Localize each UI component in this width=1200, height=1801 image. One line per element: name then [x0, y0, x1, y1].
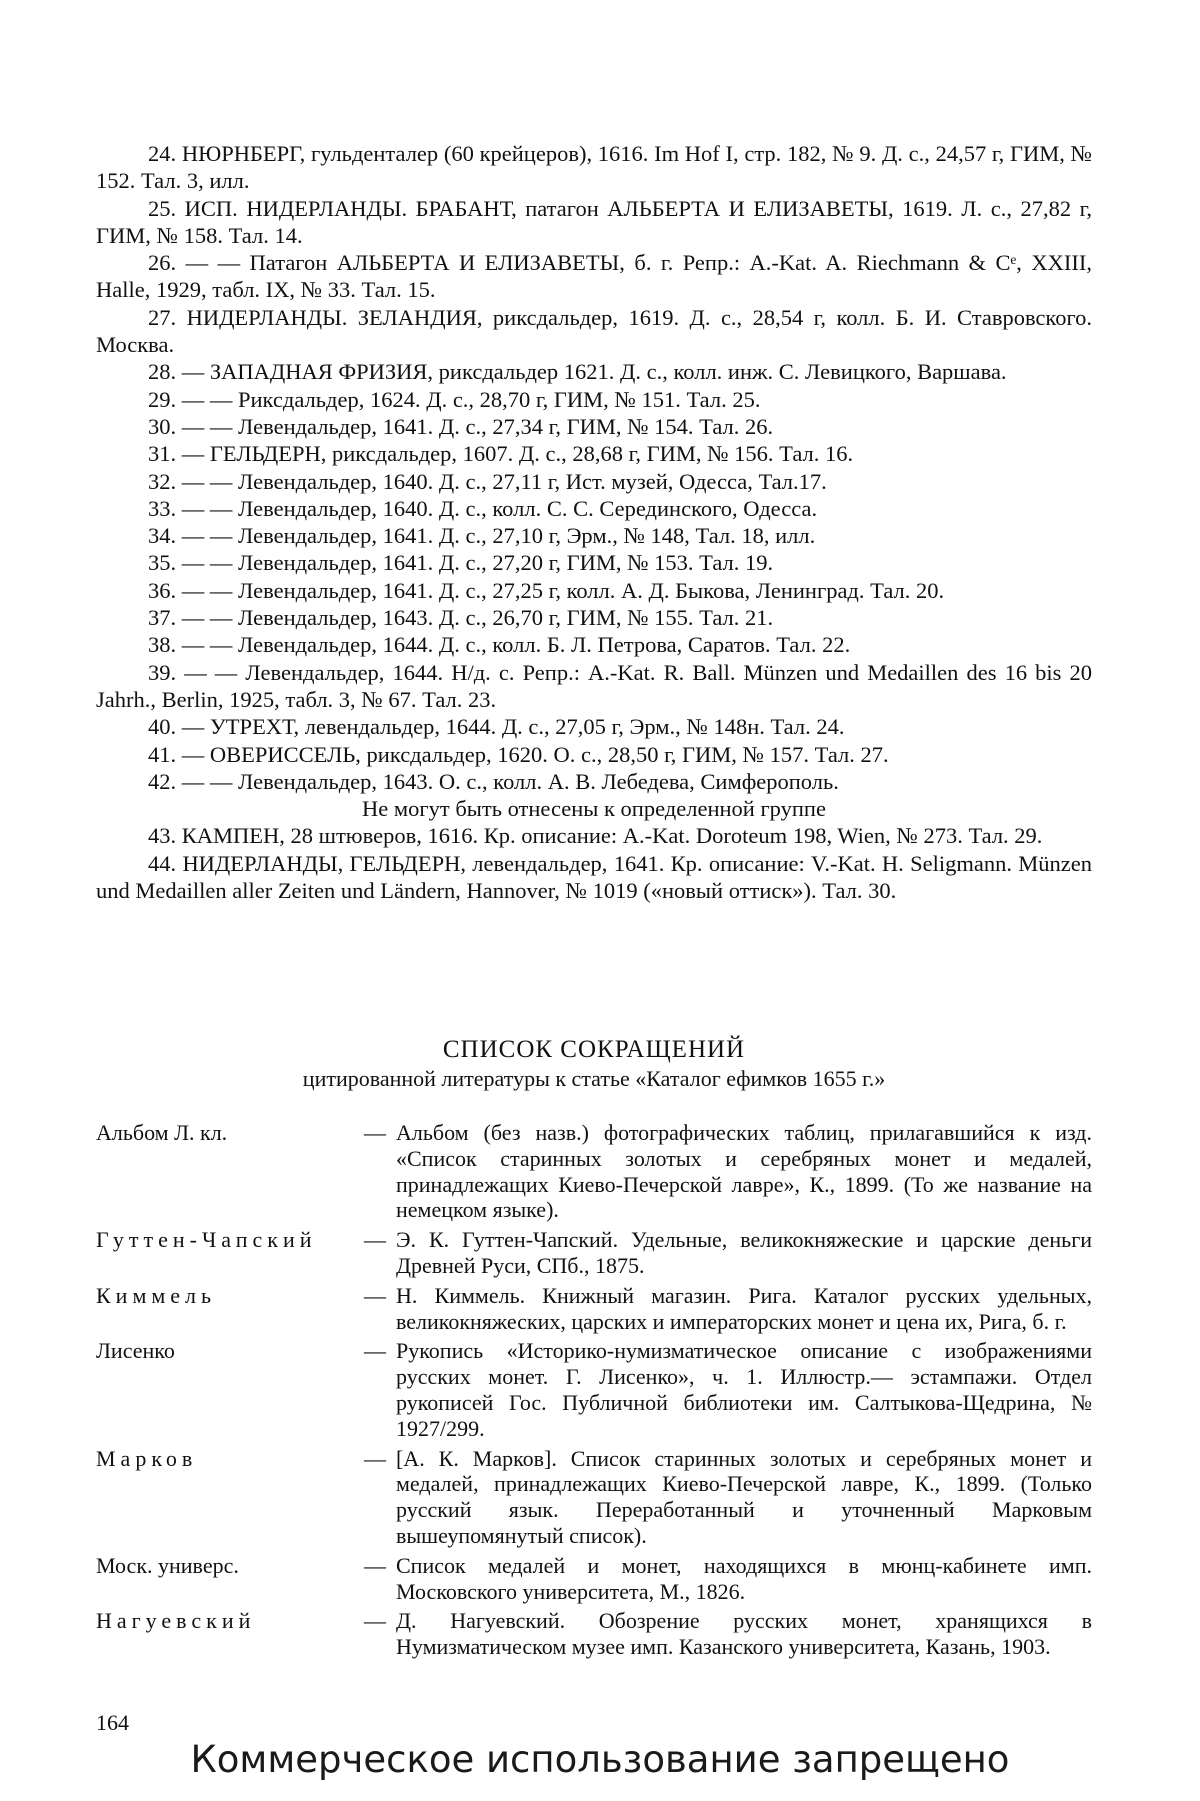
entry-text: — — Левендальдер, 1644. Д. с., колл. Б. Л. Петрова, Саратов. Тал. 22. — [182, 632, 850, 657]
abbreviations-title: СПИСОК СОКРАЩЕНИЙ — [96, 1036, 1092, 1064]
abbreviation-item — [96, 1553, 1092, 1605]
abbreviation-value: Альбом (без назв.) фотографических таблиц, прилагавшийся к изд. «Список старинных золотых и серебряных монет и медалей, принадлежащих Киево-Печерской лавре», К., 1899. (То же название на немецком языке). — [396, 1120, 1092, 1223]
catalog-entry — [96, 249, 1092, 304]
abbreviation-key: Моск. универс. — [96, 1553, 364, 1605]
abbreviation-key: Гуттен-Чапский — [96, 1227, 364, 1279]
abbreviation-key: Лисенко — [96, 1338, 364, 1441]
catalog-entry — [96, 713, 1092, 740]
catalog-entry — [96, 440, 1092, 467]
catalog-entry — [96, 850, 1092, 905]
entry-number: 43. — [148, 823, 176, 848]
entry-text: — — Левендальдер, 1641. Д. с., 27,10 г, Эрм., № 148, Тал. 18, илл. — [182, 523, 816, 548]
catalog-entry — [96, 468, 1092, 495]
entry-text: ИСП. НИДЕРЛАНДЫ. БРАБАНТ, патагон АЛЬБЕРТА И ЕЛИЗАВЕТЫ, 1619. Л. с., 27,82 г, ГИМ, № 158. Тал. 14. — [96, 196, 1092, 248]
abbreviation-dash: — — [364, 1446, 396, 1549]
entry-text: — — Риксдальдер, 1624. Д. с., 28,70 г, ГИМ, № 151. Тал. 25. — [182, 387, 761, 412]
abbreviation-value: Список медалей и монет, находящихся в мюнц-кабинете имп. Московского университета, М., 1826. — [396, 1553, 1092, 1605]
catalog-entry — [96, 140, 1092, 195]
entry-number: 33. — [148, 496, 176, 521]
entry-number: 44. — [148, 851, 176, 876]
abbreviation-item — [96, 1338, 1092, 1441]
document-page — [0, 0, 1200, 1801]
entry-number: 25. — [148, 196, 176, 221]
entry-number: 37. — [148, 605, 176, 630]
entry-number: 29. — [148, 387, 176, 412]
entry-text: — — Левендальдер, 1641. Д. с., 27,20 г, ГИМ, № 153. Тал. 19. — [182, 550, 773, 575]
abbreviation-value: Н. Киммель. Книжный магазин. Рига. Каталог русских удельных, великокняжеских, царских и императорских монет и цена их, Рига, б. г. — [396, 1283, 1092, 1335]
abbreviation-key: Киммель — [96, 1283, 364, 1335]
abbreviation-dash: — — [364, 1553, 396, 1605]
entry-text: — — Левендальдер, 1641. Д. с., 27,25 г, колл. А. Д. Быкова, Ленинград. Тал. 20. — [182, 578, 944, 603]
abbreviation-value: [А. К. Марков]. Список старинных золотых и серебряных монет и медалей, принадлежащих Киево-Печерской лавре, К., 1899. (Только русский язык. Переработанный и уточненный Марковым вышеупомянутый список). — [396, 1446, 1092, 1549]
catalog-entry — [96, 413, 1092, 440]
entry-number: 40. — [148, 714, 176, 739]
entry-number: 31. — [148, 441, 176, 466]
page-number: 164 — [96, 1710, 129, 1736]
abbreviation-dash: — — [364, 1227, 396, 1279]
entry-text: НЮРНБЕРГ, гульденталер (60 крейцеров), 1616. Im Hof I, стр. 182, № 9. Д. с., 24,57 г, ГИМ, № 152. Тал. 3, илл. — [96, 141, 1092, 193]
entry-text: — — Левендальдер, 1643. О. с., колл. А. В. Лебедева, Симферополь. — [182, 769, 839, 794]
section-subheading: Не могут быть отнесены к определенной группе — [96, 795, 1092, 822]
abbreviation-key: Нагуевский — [96, 1608, 364, 1660]
entry-text: — — Левендальдер, 1640. Д. с., 27,11 г, Ист. музей, Одесса, Тал.17. — [182, 469, 827, 494]
catalog-entry — [96, 768, 1092, 795]
entry-number: 41. — [148, 742, 176, 767]
entry-text: — — Левендальдер, 1643. Д. с., 26,70 г, ГИМ, № 155. Тал. 21. — [182, 605, 773, 630]
entry-number: 34. — [148, 523, 176, 548]
abbreviation-item — [96, 1446, 1092, 1549]
abbreviation-item — [96, 1227, 1092, 1279]
catalog-entry — [96, 304, 1092, 359]
entry-text: НИДЕРЛАНДЫ, ГЕЛЬДЕРН, левендальдер, 1641. Кр. описание: V.-Kat. H. Seligmann. Münzen und Medaillen aller Zeiten und Ländern, Hannover, № 1019 («новый оттиск»). Тал. 30. — [96, 851, 1092, 903]
entry-text: — — Левендальдер, 1641. Д. с., 27,34 г, ГИМ, № 154. Тал. 26. — [182, 414, 773, 439]
entry-text: — ГЕЛЬДЕРН, риксдальдер, 1607. Д. с., 28,68 г, ГИМ, № 156. Тал. 16. — [182, 441, 853, 466]
abbreviation-key: Альбом Л. кл. — [96, 1120, 364, 1223]
catalog-entry — [96, 195, 1092, 250]
abbreviation-dash: — — [364, 1608, 396, 1660]
entry-number: 32. — [148, 469, 176, 494]
abbreviation-dash: — — [364, 1338, 396, 1441]
coin-catalog — [96, 140, 1092, 904]
abbreviation-item — [96, 1283, 1092, 1335]
entry-number: 26. — [148, 250, 176, 275]
entry-text: — — Левендальдер, 1644. Н/д. с. Репр.: A.-Kat. R. Ball. Münzen und Medaillen des 16 bis 20 Jahrh., Berlin, 1925, табл. 3, № 67. Тал. 23. — [96, 660, 1092, 712]
catalog-entry — [96, 741, 1092, 768]
entry-number: 42. — [148, 769, 176, 794]
entry-number: 38. — [148, 632, 176, 657]
entry-text: — УТРЕХТ, левендальдер, 1644. Д. с., 27,05 г, Эрм., № 148н. Тал. 24. — [182, 714, 845, 739]
catalog-entry — [96, 822, 1092, 849]
abbreviations-subtitle: цитированной литературы к статье «Каталог ефимков 1655 г.» — [96, 1066, 1092, 1092]
entry-number: 27. — [148, 305, 176, 330]
abbreviation-item — [96, 1608, 1092, 1660]
catalog-entry — [96, 522, 1092, 549]
abbreviation-item — [96, 1120, 1092, 1223]
entry-number: 30. — [148, 414, 176, 439]
entry-text: КАМПЕН, 28 штюверов, 1616. Кр. описание: A.-Kat. Doroteum 198, Wien, № 273. Тал. 29. — [182, 823, 1043, 848]
abbreviation-dash: — — [364, 1120, 396, 1223]
entry-text: — ОВЕРИССЕЛЬ, риксдальдер, 1620. О. с., 28,50 г, ГИМ, № 157. Тал. 27. — [182, 742, 889, 767]
entry-number: 36. — [148, 578, 176, 603]
entry-number: 39. — [148, 660, 176, 685]
catalog-entry — [96, 577, 1092, 604]
catalog-entry — [96, 604, 1092, 631]
abbreviation-value: Э. К. Гуттен-Чапский. Удельные, великокняжеские и царские деньги Древней Руси, СПб., 1875. — [396, 1227, 1092, 1279]
entry-number: 24. — [148, 141, 176, 166]
entry-number: 35. — [148, 550, 176, 575]
abbreviation-value: Рукопись «Историко-нумизматическое описание с изображениями русских монет. Г. Лисенко», ч. 1. Иллюстр.— эстампажи. Отдел рукописей Гос. Публичной библиотеки им. Салтыкова-Щедрина, № 1927/299. — [396, 1338, 1092, 1441]
entry-text: — ЗАПАДНАЯ ФРИЗИЯ, риксдальдер 1621. Д. с., колл. инж. С. Левицкого, Варшава. — [182, 359, 1007, 384]
abbreviations-list — [96, 1120, 1092, 1664]
abbreviation-key: Марков — [96, 1446, 364, 1549]
catalog-entry — [96, 495, 1092, 522]
catalog-entry — [96, 386, 1092, 413]
entry-text: — — Патагон АЛЬБЕРТА И ЕЛИЗАВЕТЫ, б. г. Репр.: A.-Kat. A. Riechmann & Cᵉ, XXIII, Halle, 1929, табл. IX, № 33. Тал. 15. — [96, 250, 1092, 302]
abbreviation-dash: — — [364, 1283, 396, 1335]
entry-number: 28. — [148, 359, 176, 384]
catalog-entry — [96, 549, 1092, 576]
entry-text: НИДЕРЛАНДЫ. ЗЕЛАНДИЯ, риксдальдер, 1619. Д. с., 28,54 г, колл. Б. И. Ставровского. Москва. — [96, 305, 1092, 357]
catalog-entry — [96, 358, 1092, 385]
abbreviation-value: Д. Нагуевский. Обозрение русских монет, хранящихся в Нумизматическом музее имп. Казанского университета, Казань, 1903. — [396, 1608, 1092, 1660]
entry-text: — — Левендальдер, 1640. Д. с., колл. С. С. Серединского, Одесса. — [182, 496, 817, 521]
watermark-text: Коммерческое использование запрещено — [0, 1738, 1200, 1781]
catalog-entry — [96, 659, 1092, 714]
catalog-entry — [96, 631, 1092, 658]
